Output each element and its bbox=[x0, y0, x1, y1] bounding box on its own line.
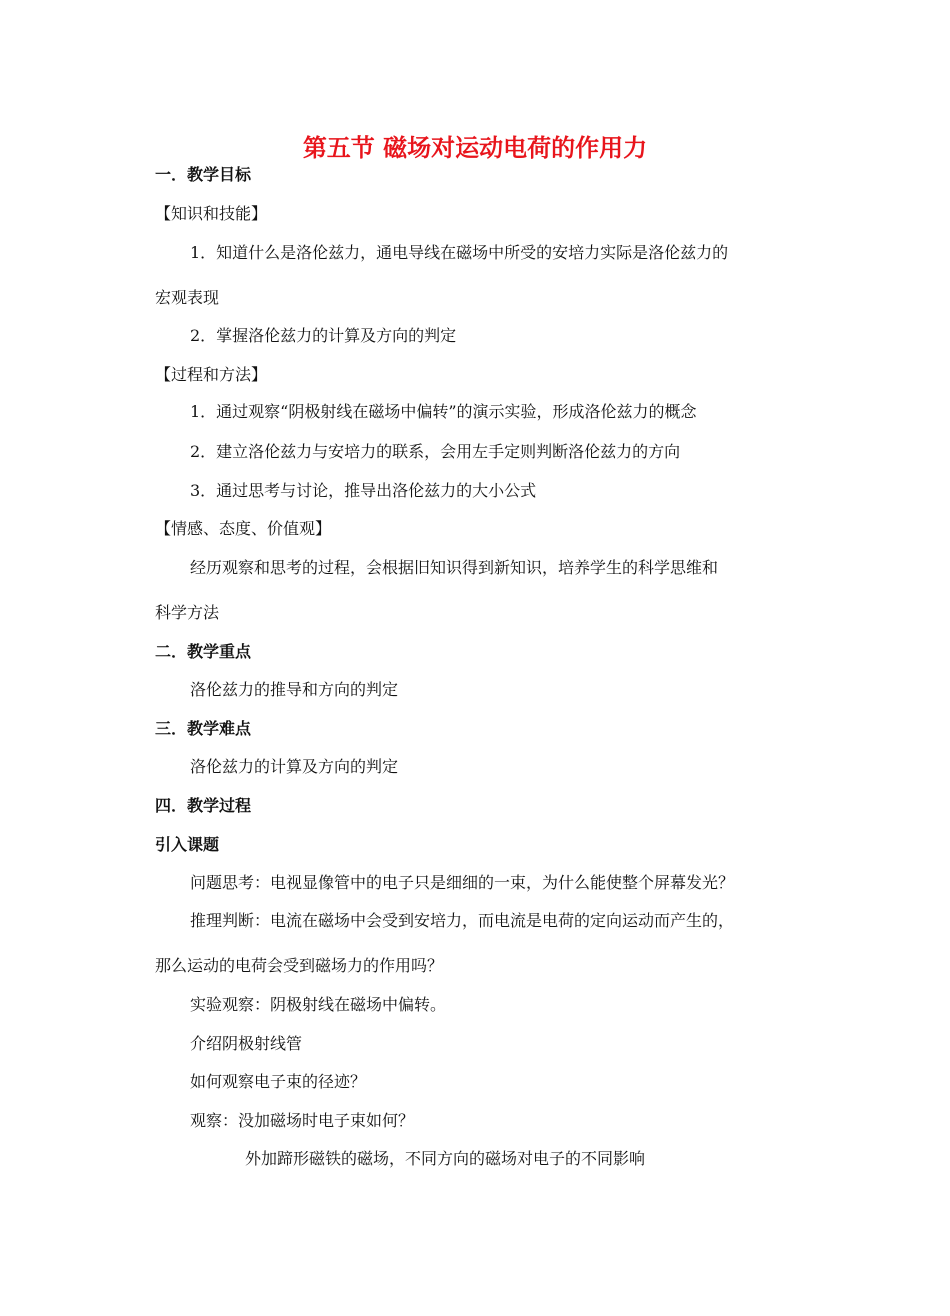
external-magnet-text: 外加蹄形磁铁的磁场，不同方向的磁场对电子的不同影响 bbox=[245, 1149, 646, 1168]
section-heading-key-points: 二．教学重点 bbox=[155, 642, 252, 661]
subheading-knowledge: 【知识和技能】 bbox=[155, 204, 268, 223]
process-item-1: 1．通过观察“阴极射线在磁场中偏转”的演示实验，形成洛伦兹力的概念 bbox=[190, 402, 697, 421]
difficulties-text: 洛伦兹力的计算及方向的判定 bbox=[190, 757, 399, 776]
emotion-line-1: 经历观察和思考的过程，会根据旧知识得到新知识，培养学生的科学思维和 bbox=[190, 558, 719, 577]
reasoning-line-2: 那么运动的电荷会受到磁场力的作用吗？ bbox=[155, 956, 444, 975]
knowledge-item-1-line-2: 宏观表现 bbox=[155, 288, 220, 307]
experiment-text: 实验观察：阴极射线在磁场中偏转。 bbox=[190, 995, 447, 1014]
subheading-process: 【过程和方法】 bbox=[155, 365, 268, 384]
subheading-intro: 引入课题 bbox=[155, 835, 220, 854]
key-points-text: 洛伦兹力的推导和方向的判定 bbox=[190, 680, 399, 699]
question-text: 问题思考：电视显像管中的电子只是细细的一束，为什么能使整个屏幕发光？ bbox=[190, 873, 735, 892]
how-observe-text: 如何观察电子束的径迹？ bbox=[190, 1072, 367, 1091]
section-heading-process: 四．教学过程 bbox=[155, 796, 252, 815]
emotion-line-2: 科学方法 bbox=[155, 603, 220, 622]
document-title: 第五节 磁场对运动电荷的作用力 bbox=[302, 133, 648, 162]
reasoning-line-1: 推理判断：电流在磁场中会受到安培力，而电流是电荷的定向运动而产生的， bbox=[190, 911, 735, 930]
introduce-tube-text: 介绍阴极射线管 bbox=[190, 1034, 303, 1053]
process-item-2: 2．建立洛伦兹力与安培力的联系，会用左手定则判断洛伦兹力的方向 bbox=[190, 442, 681, 461]
section-heading-difficulties: 三．教学难点 bbox=[155, 719, 252, 738]
knowledge-item-2: 2．掌握洛伦兹力的计算及方向的判定 bbox=[190, 326, 457, 345]
subheading-emotion: 【情感、态度、价值观】 bbox=[155, 519, 332, 538]
process-item-3: 3．通过思考与讨论，推导出洛伦兹力的大小公式 bbox=[190, 481, 537, 500]
knowledge-item-1-line-1: 1．知道什么是洛伦兹力，通电导线在磁场中所受的安培力实际是洛伦兹力的 bbox=[190, 243, 729, 262]
observe-no-field-text: 观察：没加磁场时电子束如何？ bbox=[190, 1111, 415, 1130]
section-heading-objectives: 一．教学目标 bbox=[155, 165, 252, 184]
